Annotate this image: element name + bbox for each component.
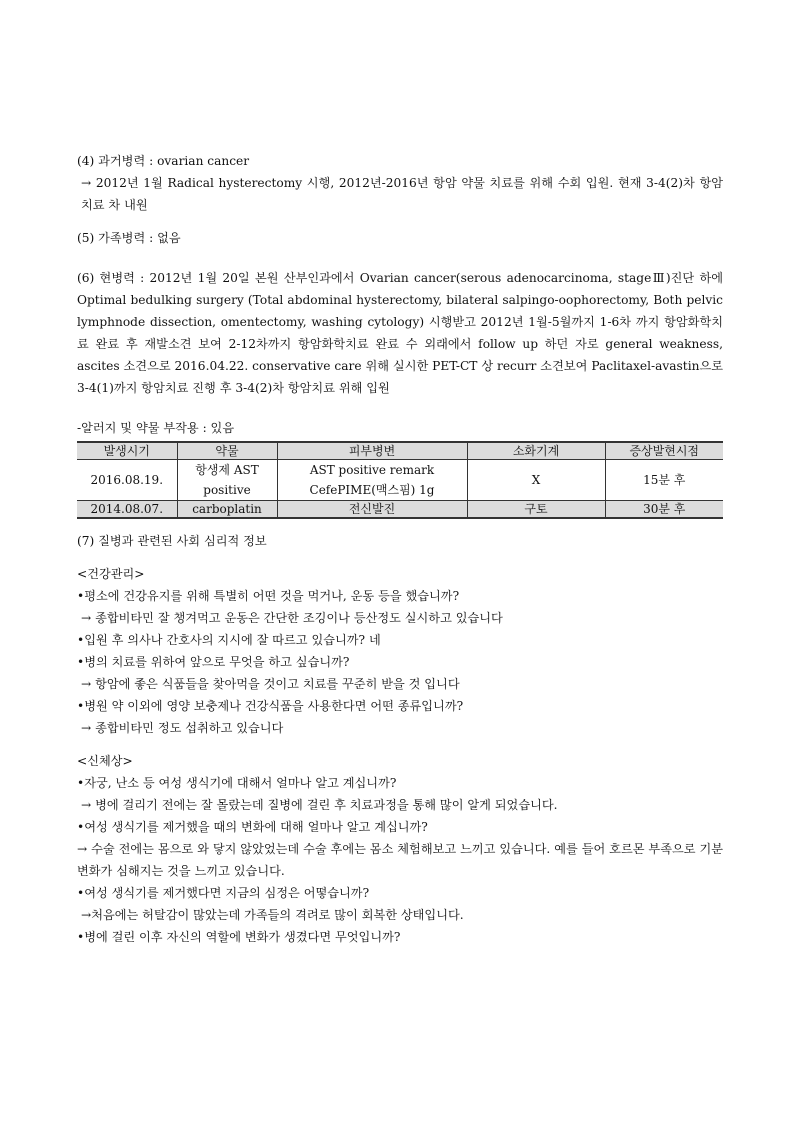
list-item: •자궁, 난소 등 여성 생식기에 대해서 얼마나 알고 계십니까? (77, 776, 397, 790)
cell-drug-line: positive (203, 483, 251, 497)
list-item: → 종합비타민 잘 챙겨먹고 운동은 간단한 조깅이나 등산정도 실시하고 있습니다 (81, 611, 503, 625)
allergy-title: -알러지 및 약물 부작용 : 있음 (77, 421, 235, 435)
health-management-heading: <건강관리> (77, 567, 145, 581)
present-illness-text: (6) 현병력 : 2012년 1월 20일 본원 산부인과에서 Ovarian cancer(serous adenocarcinoma, stageⅢ)진단 하에 Optimal bedulking surgery (Total abdominal hysterectomy, bilateral salpingo-oophorectomy, Both pelvic lymphnode dissection, omentectomy, washing cytology) 시행받고 2012년 1월-5월까지 1-6차 까지 항암화학치료 완료 후 재발소견 보여 2-12차까지 항암화학치료 완료 수 외래에서 follow up 하던 자로 general weakness, ascites 소견으로 2016.04.22. conservative care 위해 실시한 PET-CT 상 recurr 소견보여 Paclitaxel-avastin으로 3-4(1)까지 항암치료 진행 후 3-4(2)차 항암치료 위해 입원 (77, 271, 723, 395)
list-item: → 수술 전에는 몸으로 와 닿지 않았었는데 수술 후에는 몸소 체험해보고 느끼고 있습니다. 예를 들어 호르몬 부족으로 기분변화가 심해지는 것을 느끼고 있습니다. (77, 842, 723, 878)
list-item: •평소에 건강유지를 위해 특별히 어떤 것을 먹거나, 운동 등을 했습니까? (77, 589, 460, 603)
cell-drug-line: 항생제 AST (195, 463, 259, 477)
list-item: •병의 치료를 위하여 앞으로 무엇을 하고 싶습니까? (77, 655, 350, 669)
header-gi: 소화기계 (467, 442, 605, 460)
list-item: → 병에 걸리기 전에는 잘 몰랐는데 질병에 걸린 후 치료과정을 통해 많이 알게 되었습니다. (81, 798, 558, 812)
list-item: •병원 약 이외에 영양 보충제나 건강식품을 사용한다면 어떤 종류입니까? (77, 699, 464, 713)
cell-drug (177, 460, 277, 501)
cell-gi: 구토 (467, 501, 605, 519)
list-item: •여성 생식기를 제거했다면 지금의 심정은 어떻습니까? (77, 886, 370, 900)
cell-onset: 30분 후 (605, 501, 723, 519)
cell-onset: 15분 후 (605, 460, 723, 501)
allergy-table-header (77, 442, 723, 460)
cell-date: 2014.08.07. (77, 501, 177, 519)
list-item: •병에 걸린 이후 자신의 역할에 변화가 생겼다면 무엇입니까? (77, 930, 401, 944)
cell-drug: carboplatin (177, 501, 277, 519)
family-history-title: (5) 가족병력 : 없음 (77, 231, 181, 245)
cell-skin: 전신발진 (277, 501, 467, 519)
header-skin-lesion: 피부병변 (277, 442, 467, 460)
cell-skin (277, 460, 467, 501)
list-item: → 종합비타민 정도 섭취하고 있습니다 (81, 721, 284, 735)
list-item: →처음에는 허탈감이 많았는데 가족들의 격려로 많이 회복한 상태입니다. (81, 908, 464, 922)
list-item: •여성 생식기를 제거했을 때의 변화에 대해 얼마나 알고 계십니까? (77, 820, 428, 834)
past-history-title: (4) 과거병력 : ovarian cancer (77, 154, 250, 168)
list-item: •입원 후 의사나 간호사의 지시에 잘 따르고 있습니까? 네 (77, 633, 381, 647)
list-item: → 항암에 좋은 식품들을 찾아먹을 것이고 치료를 꾸준히 받을 것 입니다 (81, 677, 460, 691)
header-drug: 약물 (177, 442, 277, 460)
body-image-heading: <신체상> (77, 754, 133, 768)
cell-date: 2016.08.19. (90, 473, 164, 487)
header-onset-date: 발생시기 (77, 442, 177, 460)
psychosocial-title: (7) 질병과 관련된 사회 심리적 정보 (77, 534, 267, 548)
table-row (77, 501, 723, 519)
cell-gi: X (467, 460, 605, 501)
header-symptom-onset: 증상발현시점 (605, 442, 723, 460)
past-history-detail: → 2012년 1월 Radical hysterectomy 시행, 2012년-2016년 항암 약물 치료를 위해 수회 입원. 현재 3-4(2)차 항암치료 차 내원 (81, 176, 723, 212)
cell-skin-line: AST positive remark (309, 463, 435, 477)
allergy-table (77, 441, 723, 519)
cell-skin-line: CefePIME(맥스핌) 1g (309, 483, 435, 497)
table-row (77, 460, 723, 501)
document-content (77, 150, 723, 948)
